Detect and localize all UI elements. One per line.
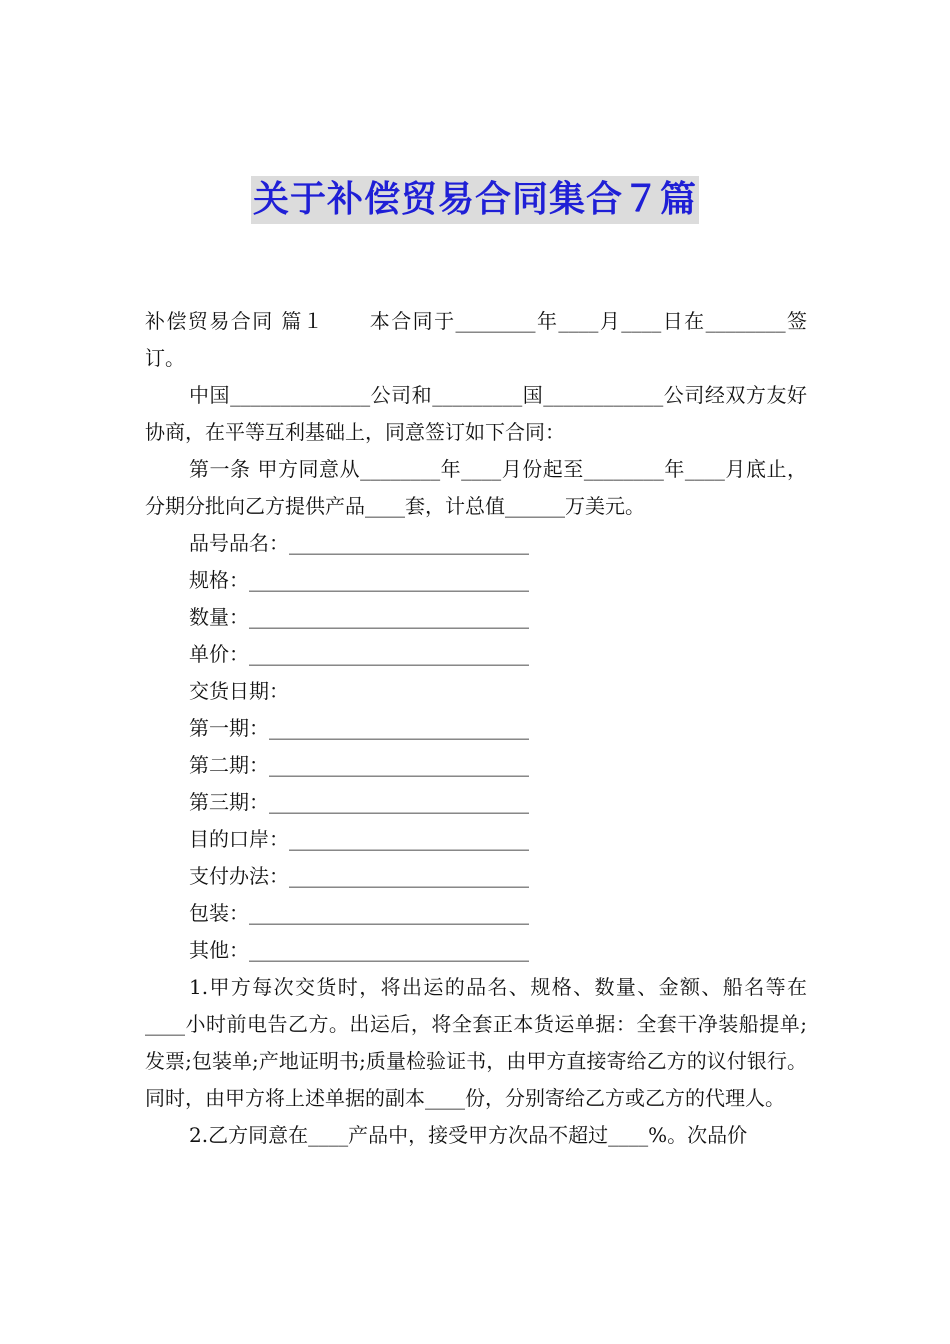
field-label: 交货日期： (189, 679, 289, 703)
field-blank: ________________________ (289, 531, 529, 555)
article-one-paragraph: 第一条 甲方同意从________年____月份起至________年____月底止，分期分批向乙方提供产品____套，计总值______万美元。 (145, 457, 807, 518)
field-line (145, 784, 807, 821)
section-heading: 补偿贸易合同 篇１ (145, 309, 325, 333)
field-blank: __________________________ (269, 790, 529, 814)
field-label: 支付办法： (189, 864, 289, 888)
field-line (145, 673, 807, 710)
document-body (145, 303, 807, 1154)
field-line (145, 525, 807, 562)
field-blank: __________________________ (269, 716, 529, 740)
field-label: 品号品名： (189, 531, 289, 555)
field-blank: ____________________________ (249, 901, 529, 925)
field-line (145, 932, 807, 969)
item-one-paragraph: 1.甲方每次交货时，将出运的品名、规格、数量、金额、船名等在____小时前电告乙方。出运后，将全套正本货运单据：全套干净装船提单;发票;包装单;产地证明书;质量检验证书，由甲方直接寄给乙方的议付银行。同时，由甲方将上述单据的副本____份，分别寄给乙方或乙方的代理人。 (145, 975, 807, 1110)
field-label: 包装： (189, 901, 249, 925)
field-label: 规格： (189, 568, 249, 592)
field-blank: ____________________________ (249, 938, 529, 962)
document-title: 关于补偿贸易合同集合７篇 (251, 176, 699, 224)
field-line (145, 710, 807, 747)
field-line (145, 636, 807, 673)
field-label: 第一期： (189, 716, 269, 740)
field-line (145, 562, 807, 599)
field-blank: __________________________ (269, 753, 529, 777)
intro-paragraph (145, 303, 807, 377)
field-line (145, 747, 807, 784)
field-line (145, 599, 807, 636)
field-blank: ____________________________ (249, 642, 529, 666)
field-label: 其他： (189, 938, 249, 962)
title-container (0, 176, 950, 224)
field-label: 第三期： (189, 790, 269, 814)
field-label: 数量： (189, 605, 249, 629)
intro-line: 本合同于________年____月____日在________签订。 (145, 309, 808, 370)
item-two-paragraph: 2.乙方同意在____产品中，接受甲方次品不超过____%。次品价 (189, 1123, 748, 1147)
field-label: 目的口岸： (189, 827, 289, 851)
field-blank: ____________________________ (249, 605, 529, 629)
field-blank: ________________________ (289, 827, 529, 851)
field-line (145, 895, 807, 932)
field-label: 第二期： (189, 753, 269, 777)
field-line (145, 858, 807, 895)
field-blank: ____________________________ (249, 568, 529, 592)
field-label: 单价： (189, 642, 249, 666)
field-blank: ________________________ (289, 864, 529, 888)
field-line (145, 821, 807, 858)
parties-paragraph: 中国______________公司和_________国____________公司经双方友好协商，在平等互利基础上，同意签订如下合同： (145, 383, 807, 444)
